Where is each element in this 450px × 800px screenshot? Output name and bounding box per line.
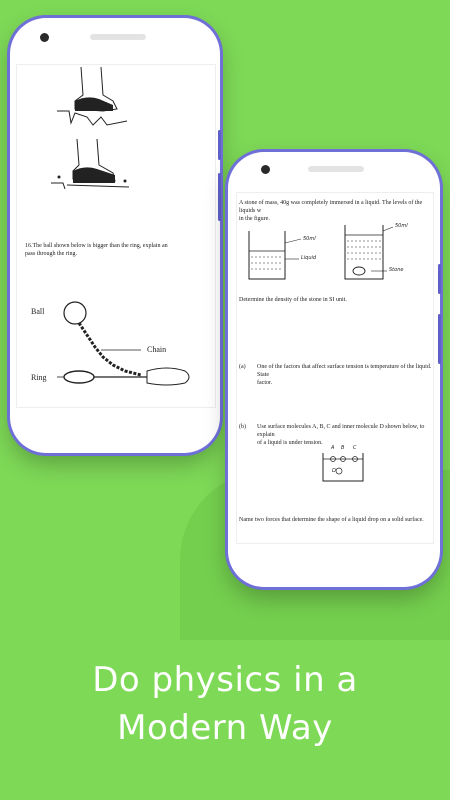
phone-left-side-button	[218, 130, 221, 160]
label-stone: Stone	[389, 267, 404, 273]
phone-left-volume-button	[218, 173, 221, 221]
label-molecule-b: B	[341, 445, 345, 451]
headline-line2: Modern Way	[117, 708, 333, 748]
label-ball: Ball	[31, 307, 45, 316]
label-chain: Chain	[147, 345, 167, 354]
question-a-line2: factor.	[257, 380, 273, 386]
question-16-line2: pass through the ring.	[25, 251, 77, 257]
phone-right-volume-button	[438, 314, 441, 364]
phone-right-side-button	[438, 264, 441, 294]
phone-left-camera	[40, 33, 49, 42]
question-a-marker: (a)	[239, 364, 246, 370]
phone-right-screen[interactable]	[236, 192, 434, 544]
phone-left	[10, 18, 220, 453]
question-stone-line1: A stone of mass, 40g was completely immersed in a liquid. The levels of the liquids w	[239, 200, 423, 214]
label-molecule-d: D	[332, 468, 336, 474]
question-16	[25, 242, 215, 258]
question-b-marker: (b)	[239, 424, 246, 430]
phone-left-screen[interactable]	[16, 64, 216, 408]
label-liquid: Liquid	[301, 255, 317, 261]
phone-right-speaker	[308, 166, 364, 172]
question-density: Determine the density of the stone in SI unit.	[239, 297, 347, 303]
phone-right-camera	[261, 165, 270, 174]
phone-right	[228, 152, 440, 587]
question-b-line2: of a liquid is under tension.	[257, 440, 323, 446]
question-16-line1: 16.The ball shown below is bigger than the ring, explain an	[25, 243, 168, 249]
question-stone	[239, 199, 434, 223]
question-b-line1: Use surface molecules A, B, C and inner molecule D shown below, to explain	[257, 424, 425, 438]
question-forces: Name two forces that determine the shape of a liquid drop on a solid surface.	[239, 517, 424, 523]
ball-chain-ring-figure	[17, 295, 215, 395]
label-level-b: 50ml	[395, 223, 408, 229]
label-level-a: 50ml	[303, 236, 316, 242]
label-ring: Ring	[31, 373, 47, 382]
label-molecule-a: A	[331, 445, 335, 451]
question-b	[257, 423, 433, 447]
phone-left-speaker	[90, 34, 146, 40]
beakers-figure	[237, 221, 433, 291]
molecules-figure	[319, 445, 369, 485]
label-molecule-c: C	[353, 445, 357, 451]
question-a-line1: One of the factors that affect surface tension is temperature of the liquid. State	[257, 364, 432, 378]
question-a	[257, 363, 433, 387]
question-stone-line2: in the figure.	[239, 216, 270, 222]
shoes-on-step-figure	[17, 65, 215, 195]
headline-line1: Do physics in a	[92, 660, 358, 700]
